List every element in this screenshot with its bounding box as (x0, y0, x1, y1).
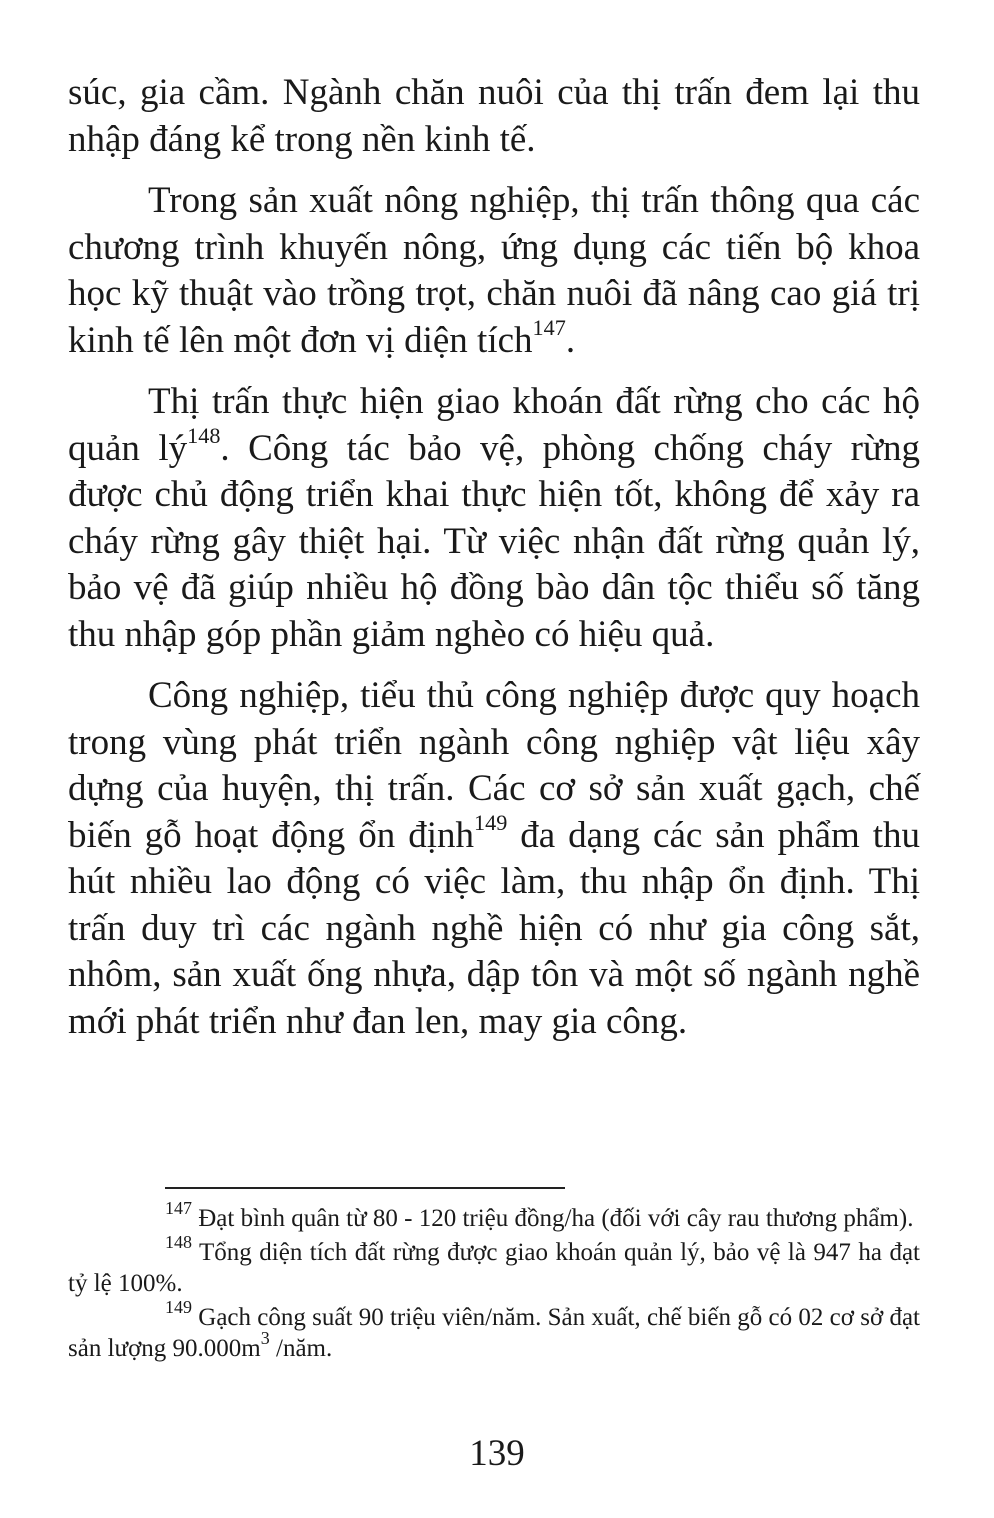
page-number: 139 (469, 1433, 525, 1474)
footnote-147: $^{147}$ Đạt bình quân từ 80 - 120 triệu đồng/ha (đối với cây rau thương phẩm). (165, 1197, 914, 1232)
footnote-number: 149 (165, 1296, 192, 1317)
paragraph: Công nghiệp, tiểu thủ công nghiệp được quy hoạch trong vùng phát triển ngành công nghiệp vật liệu xây dựng của huyện, thị trấn. Các cơ sở sản xuất gạch, chế biến gỗ hoạt động ổn định$^{149}$ đa dạng các sản phẩm thu hút nhiều lao động có việc làm, thu nhập ổn định. Thị trấn duy trì các ngành nghề hiện có như gia công sắt, nhôm, sản xuất ống nhựa, dập tôn và một số ngành nghề mới phát triển như đan len, may gia công. (68, 675, 920, 1042)
footnote-ref-148[interactable]: 148 (187, 422, 221, 448)
footnote-number: 148 (165, 1231, 192, 1252)
paragraph: súc, gia cầm. Ngành chăn nuôi của thị trấn đem lại thu nhập đáng kể trong nền kinh tế. (68, 72, 920, 160)
paragraph: Trong sản xuất nông nghiệp, thị trấn thông qua các chương trình khuyến nông, ứng dụng các tiến bộ khoa học kỹ thuật vào trồng trọt, chăn nuôi đã nâng cao giá trị kinh tế lên một đơn vị diện tích$^{147}$. (68, 180, 920, 361)
footnote-number: 147 (165, 1197, 192, 1218)
footnote-148: $^{148}$ Tổng diện tích đất rừng được giao khoán quản lý, bảo vệ là 947 ha đạt tỷ lệ 100%. (68, 1231, 920, 1297)
footnote-separator (165, 1187, 565, 1189)
superscript: 3 (260, 1327, 270, 1348)
body-text (68, 70, 920, 1060)
footnote-ref-147[interactable]: 147 (532, 314, 566, 340)
footnotes (68, 1197, 921, 1367)
footnote-ref-149[interactable]: 149 (474, 809, 508, 835)
paragraph: Thị trấn thực hiện giao khoán đất rừng cho các hộ quản $lý^{148}$. Công tác bảo vệ, phòng chống cháy rừng được chủ động triển khai thực hiện tốt, không để xảy ra cháy rừng gây thiệt hại. Từ việc nhận đất rừng quản lý, bảo vệ đã giúp nhiều hộ đồng bào dân tộc thiểu số tăng thu nhập góp phần giảm nghèo có hiệu quả. (68, 381, 921, 655)
footnote-149: $^{149}$ Gạch công suất 90 triệu viên/năm. Sản xuất, chế biến gỗ có 02 cơ sở đạt sản lượng $90.000m^3$ /năm. (68, 1296, 921, 1362)
